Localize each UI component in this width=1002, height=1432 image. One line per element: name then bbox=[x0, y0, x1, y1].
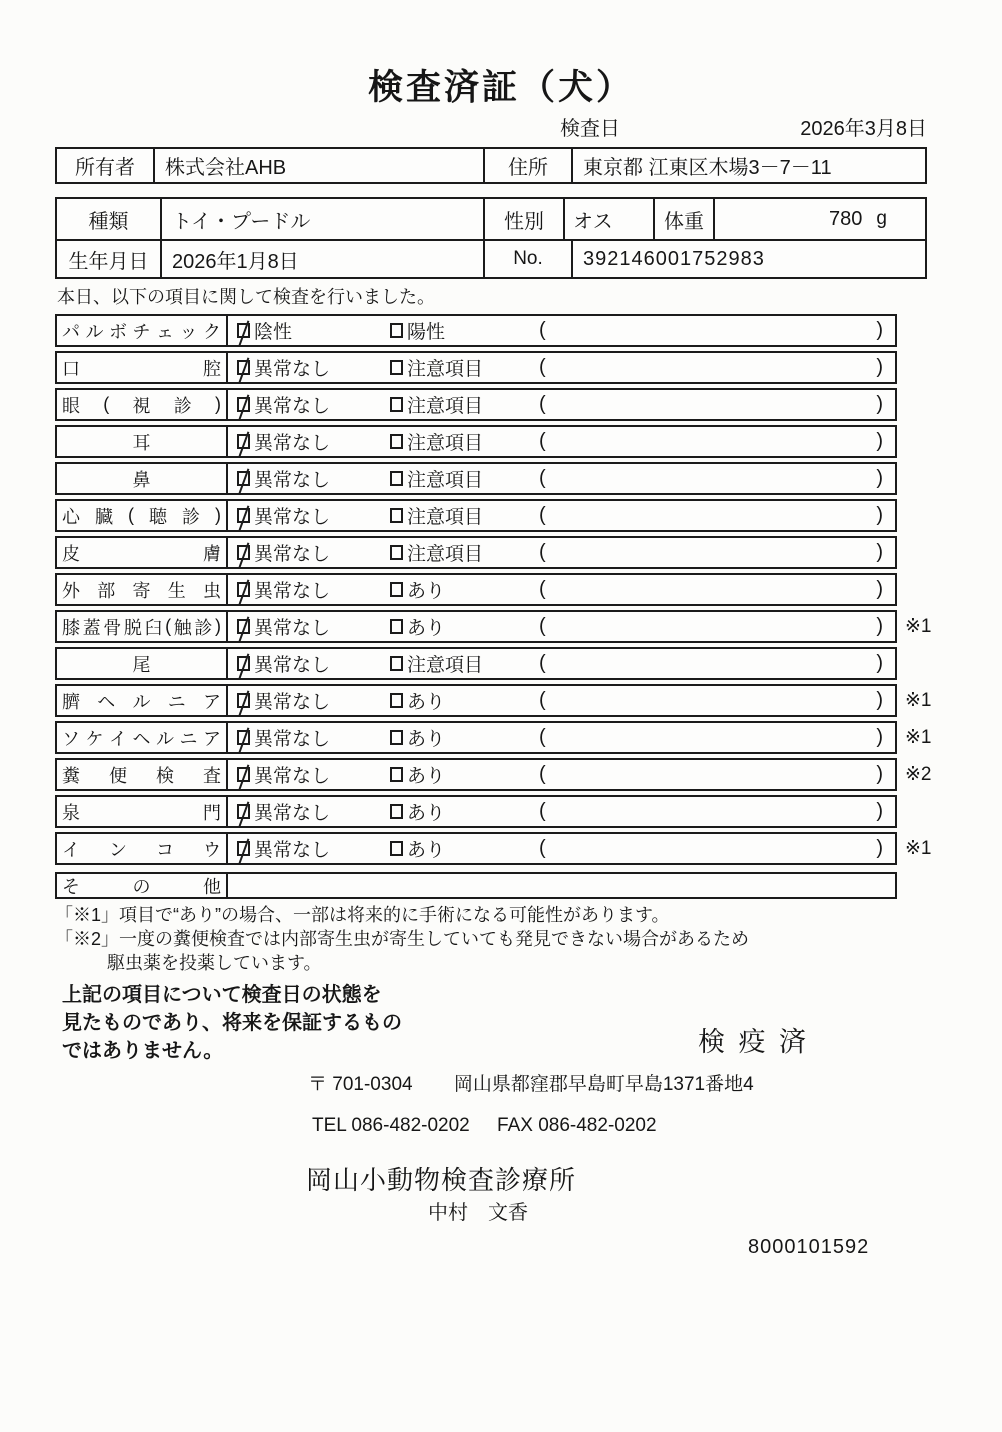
open-paren: ( bbox=[539, 615, 546, 637]
weight-value-cell bbox=[715, 199, 925, 239]
exam-row-content bbox=[228, 797, 895, 826]
open-paren: ( bbox=[539, 430, 546, 452]
footnote-2-continued: 駆虫薬を投薬しています。 bbox=[107, 953, 322, 973]
disclaimer-line-1: 上記の項目について検査日の状態を bbox=[62, 984, 382, 1006]
exam-row-content bbox=[228, 760, 895, 789]
exam-row-content bbox=[228, 575, 895, 604]
result-attention-label: 陽性 bbox=[407, 322, 446, 343]
checkbox-unchecked-icon bbox=[390, 582, 403, 597]
result-attention-label: あり bbox=[407, 729, 446, 750]
checkbox-unchecked-icon bbox=[390, 841, 403, 856]
exam-row-box bbox=[55, 647, 897, 680]
exam-row bbox=[55, 314, 949, 347]
checkbox-checked-icon bbox=[237, 656, 250, 671]
checkbox-checked-icon bbox=[237, 508, 250, 523]
address-value: 東京都 江東区木場3－7－11 bbox=[583, 157, 832, 179]
number-value: 392146001752983 bbox=[583, 247, 765, 270]
exam-item-label: 泉 門 bbox=[57, 797, 228, 826]
exam-item-label: 外 部 寄 生 虫 bbox=[57, 575, 228, 604]
result-normal-label: 異常なし bbox=[254, 766, 331, 787]
clinic-tel: TEL 086-482-0202 bbox=[312, 1115, 470, 1136]
weight-label: 体重 bbox=[655, 199, 715, 239]
close-paren: ) bbox=[876, 504, 883, 526]
owner-label: 所有者 bbox=[57, 149, 155, 182]
exam-item-label: 心 臓 ( 聴 診 ) bbox=[57, 501, 228, 530]
checkbox-checked-icon bbox=[237, 360, 250, 375]
result-normal-label: 異常なし bbox=[254, 803, 331, 824]
weight-value: 780 bbox=[829, 207, 863, 230]
result-attention-label: 注意項目 bbox=[407, 655, 484, 676]
disclaimer-block bbox=[62, 981, 402, 1065]
exam-row-box bbox=[55, 872, 897, 899]
result-attention-label: 注意項目 bbox=[407, 359, 484, 380]
exam-row-box bbox=[55, 388, 897, 421]
exam-row-box bbox=[55, 684, 897, 717]
checkbox-unchecked-icon bbox=[390, 804, 403, 819]
exam-row bbox=[55, 388, 949, 421]
exam-checklist bbox=[55, 314, 949, 906]
result-normal-label: 異常なし bbox=[254, 692, 331, 713]
exam-item-label: 臍 ヘ ル ニ ア bbox=[57, 686, 228, 715]
pet-table bbox=[55, 197, 927, 279]
exam-row-box bbox=[55, 536, 897, 569]
exam-row-content bbox=[228, 538, 895, 567]
address-label: 住所 bbox=[485, 149, 573, 182]
close-paren: ) bbox=[876, 319, 883, 341]
footnote-ref: ※1 bbox=[905, 616, 932, 637]
checkbox-checked-icon bbox=[237, 434, 250, 449]
result-attention-label: 注意項目 bbox=[407, 470, 484, 491]
checkbox-checked-icon bbox=[237, 619, 250, 634]
breed-value: トイ・プードル bbox=[162, 199, 485, 239]
exam-row-box bbox=[55, 758, 897, 791]
exam-item-label: 眼 ( 視 診 ) bbox=[57, 390, 228, 419]
checkbox-unchecked-icon bbox=[390, 730, 403, 745]
exam-item-label: 皮 膚 bbox=[57, 538, 228, 567]
result-normal-label: 異常なし bbox=[254, 655, 331, 676]
checkbox-checked-icon bbox=[237, 767, 250, 782]
result-attention-label: 注意項目 bbox=[407, 507, 484, 528]
open-paren: ( bbox=[539, 652, 546, 674]
pet-table-row-1 bbox=[57, 199, 925, 241]
result-normal-label: 異常なし bbox=[254, 470, 331, 491]
checkbox-unchecked-icon bbox=[390, 360, 403, 375]
checkbox-checked-icon bbox=[237, 545, 250, 560]
exam-row-content bbox=[228, 686, 895, 715]
footnote-ref: ※1 bbox=[905, 727, 932, 748]
checkbox-checked-icon bbox=[237, 323, 250, 338]
result-normal-label: 異常なし bbox=[254, 433, 331, 454]
checkbox-checked-icon bbox=[237, 730, 250, 745]
exam-row-content bbox=[228, 390, 895, 419]
close-paren: ) bbox=[876, 430, 883, 452]
close-paren: ) bbox=[876, 467, 883, 489]
exam-row bbox=[55, 795, 949, 828]
result-attention-label: あり bbox=[407, 840, 446, 861]
footnote-ref: ※2 bbox=[905, 764, 932, 785]
result-normal-label: 異常なし bbox=[254, 544, 331, 565]
weight-unit: g bbox=[876, 208, 887, 229]
result-normal-label: 異常なし bbox=[254, 618, 331, 639]
clinic-postal-line bbox=[308, 1069, 754, 1096]
clinic-fax: FAX 086-482-0202 bbox=[497, 1115, 657, 1136]
exam-item-label: そ の 他 bbox=[57, 874, 228, 897]
open-paren: ( bbox=[539, 689, 546, 711]
checkbox-unchecked-icon bbox=[390, 471, 403, 486]
exam-row bbox=[55, 869, 949, 902]
exam-row-content bbox=[228, 612, 895, 641]
close-paren: ) bbox=[876, 615, 883, 637]
exam-statement: 本日、以下の項目に関して検査を行いました。 bbox=[57, 287, 435, 307]
veterinarian-name: 中村 文香 bbox=[428, 1202, 528, 1224]
exam-row bbox=[55, 573, 949, 606]
open-paren: ( bbox=[539, 763, 546, 785]
disclaimer-line-2: 見たものであり、将来を保証するもの bbox=[62, 1012, 402, 1034]
clinic-address: 岡山県都窪郡早島町早島1371番地4 bbox=[453, 1074, 754, 1095]
exam-row bbox=[55, 536, 949, 569]
checkbox-unchecked-icon bbox=[390, 508, 403, 523]
exam-row-box bbox=[55, 610, 897, 643]
checkbox-checked-icon bbox=[237, 693, 250, 708]
exam-row-content bbox=[228, 649, 895, 678]
exam-row bbox=[55, 425, 949, 458]
exam-row-box bbox=[55, 795, 897, 828]
exam-item-label: 口 腔 bbox=[57, 353, 228, 382]
exam-item-label: パ ル ボ チ ェ ッ ク bbox=[57, 316, 228, 345]
result-attention-label: 注意項目 bbox=[407, 433, 484, 454]
close-paren: ) bbox=[876, 541, 883, 563]
exam-row bbox=[55, 499, 949, 532]
footnote-2: 「※2」一度の糞便検査では内部寄生虫が寄生していても発見できない場合があるため bbox=[55, 929, 750, 949]
exam-item-label: 耳 bbox=[57, 427, 228, 456]
checkbox-checked-icon bbox=[237, 841, 250, 856]
result-normal-label: 異常なし bbox=[254, 507, 331, 528]
checkbox-unchecked-icon bbox=[390, 656, 403, 671]
exam-row-content bbox=[228, 834, 895, 863]
checkbox-checked-icon bbox=[237, 804, 250, 819]
birthdate-value: 2026年1月8日 bbox=[162, 241, 485, 277]
close-paren: ) bbox=[876, 393, 883, 415]
result-attention-label: あり bbox=[407, 766, 446, 787]
exam-row-box bbox=[55, 832, 897, 865]
exam-row-box bbox=[55, 499, 897, 532]
checkbox-unchecked-icon bbox=[390, 693, 403, 708]
checkbox-checked-icon bbox=[237, 397, 250, 412]
checkbox-checked-icon bbox=[237, 582, 250, 597]
close-paren: ) bbox=[876, 763, 883, 785]
number-label: No. bbox=[485, 241, 573, 277]
exam-row bbox=[55, 351, 949, 384]
owner-table bbox=[55, 147, 927, 184]
disclaimer-line-3: ではありません。 bbox=[62, 1040, 224, 1062]
close-paren: ) bbox=[876, 800, 883, 822]
close-paren: ) bbox=[876, 578, 883, 600]
exam-row-content bbox=[228, 316, 895, 345]
checkbox-unchecked-icon bbox=[390, 767, 403, 782]
result-normal-label: 異常なし bbox=[254, 729, 331, 750]
birthdate-label: 生年月日 bbox=[57, 241, 162, 277]
open-paren: ( bbox=[539, 578, 546, 600]
exam-item-label: 尾 bbox=[57, 649, 228, 678]
open-paren: ( bbox=[539, 800, 546, 822]
clinic-tel-line bbox=[312, 1115, 657, 1137]
close-paren: ) bbox=[876, 726, 883, 748]
open-paren: ( bbox=[539, 393, 546, 415]
checkbox-checked-icon bbox=[237, 471, 250, 486]
open-paren: ( bbox=[539, 541, 546, 563]
exam-row-content bbox=[228, 501, 895, 530]
exam-row bbox=[55, 832, 949, 865]
footnote-ref: ※1 bbox=[905, 690, 932, 711]
exam-row-box bbox=[55, 425, 897, 458]
exam-row bbox=[55, 610, 949, 643]
result-attention-label: あり bbox=[407, 581, 446, 602]
open-paren: ( bbox=[539, 726, 546, 748]
owner-value: 株式会社AHB bbox=[155, 149, 485, 182]
inspection-date-value: 2026年3月8日 bbox=[800, 118, 927, 140]
close-paren: ) bbox=[876, 689, 883, 711]
exam-row-content bbox=[228, 427, 895, 456]
postal-code: 〒 701-0304 bbox=[308, 1074, 413, 1095]
open-paren: ( bbox=[539, 467, 546, 489]
exam-row bbox=[55, 721, 949, 754]
open-paren: ( bbox=[539, 504, 546, 526]
exam-row-box bbox=[55, 462, 897, 495]
result-normal-label: 異常なし bbox=[254, 840, 331, 861]
result-normal-label: 異常なし bbox=[254, 359, 331, 380]
exam-item-label: 鼻 bbox=[57, 464, 228, 493]
quarantine-stamp: 検 疫 済 bbox=[698, 1027, 810, 1057]
checkbox-unchecked-icon bbox=[390, 323, 403, 338]
clinic-name: 岡山小動物検査診療所 bbox=[306, 1165, 577, 1195]
exam-item-label: 膝 蓋 骨 脱 臼 ( 触 診 ) bbox=[57, 612, 228, 641]
exam-row bbox=[55, 647, 949, 680]
exam-item-label: 糞 便 検 査 bbox=[57, 760, 228, 789]
sex-label: 性別 bbox=[485, 199, 565, 239]
result-normal-label: 異常なし bbox=[254, 581, 331, 602]
result-normal-label: 陰性 bbox=[254, 322, 293, 343]
checkbox-unchecked-icon bbox=[390, 619, 403, 634]
footnote-1: 「※1」項目で“あり”の場合、一部は将来的に手術になる可能性があります。 bbox=[55, 905, 670, 925]
exam-row-content bbox=[228, 723, 895, 752]
result-attention-label: あり bbox=[407, 692, 446, 713]
exam-row bbox=[55, 758, 949, 791]
checkbox-unchecked-icon bbox=[390, 434, 403, 449]
checkbox-unchecked-icon bbox=[390, 397, 403, 412]
close-paren: ) bbox=[876, 652, 883, 674]
open-paren: ( bbox=[539, 319, 546, 341]
exam-row-content bbox=[228, 464, 895, 493]
exam-row-box bbox=[55, 573, 897, 606]
result-attention-label: 注意項目 bbox=[407, 396, 484, 417]
sex-value: オス bbox=[565, 199, 655, 239]
breed-label: 種類 bbox=[57, 199, 162, 239]
footnote-ref: ※1 bbox=[905, 838, 932, 859]
result-normal-label: 異常なし bbox=[254, 396, 331, 417]
close-paren: ) bbox=[876, 356, 883, 378]
close-paren: ) bbox=[876, 837, 883, 859]
result-attention-label: 注意項目 bbox=[407, 544, 484, 565]
exam-row-box bbox=[55, 721, 897, 754]
checkbox-unchecked-icon bbox=[390, 545, 403, 560]
open-paren: ( bbox=[539, 837, 546, 859]
page-title: 検査済証（犬） bbox=[367, 68, 634, 107]
result-attention-label: あり bbox=[407, 618, 446, 639]
open-paren: ( bbox=[539, 356, 546, 378]
pet-table-row-2 bbox=[57, 241, 925, 277]
document-number: 8000101592 bbox=[748, 1236, 870, 1258]
exam-item-label: ソ ケ イ ヘ ル ニ ア bbox=[57, 723, 228, 752]
exam-row-box bbox=[55, 314, 897, 347]
inspection-date-label: 検査日 bbox=[560, 118, 620, 140]
exam-item-label: イ ン コ ウ bbox=[57, 834, 228, 863]
exam-row bbox=[55, 462, 949, 495]
exam-row-content bbox=[228, 353, 895, 382]
exam-row-box bbox=[55, 351, 897, 384]
exam-row-content bbox=[228, 874, 895, 897]
exam-row bbox=[55, 684, 949, 717]
footnotes-block bbox=[55, 903, 749, 975]
result-attention-label: あり bbox=[407, 803, 446, 824]
